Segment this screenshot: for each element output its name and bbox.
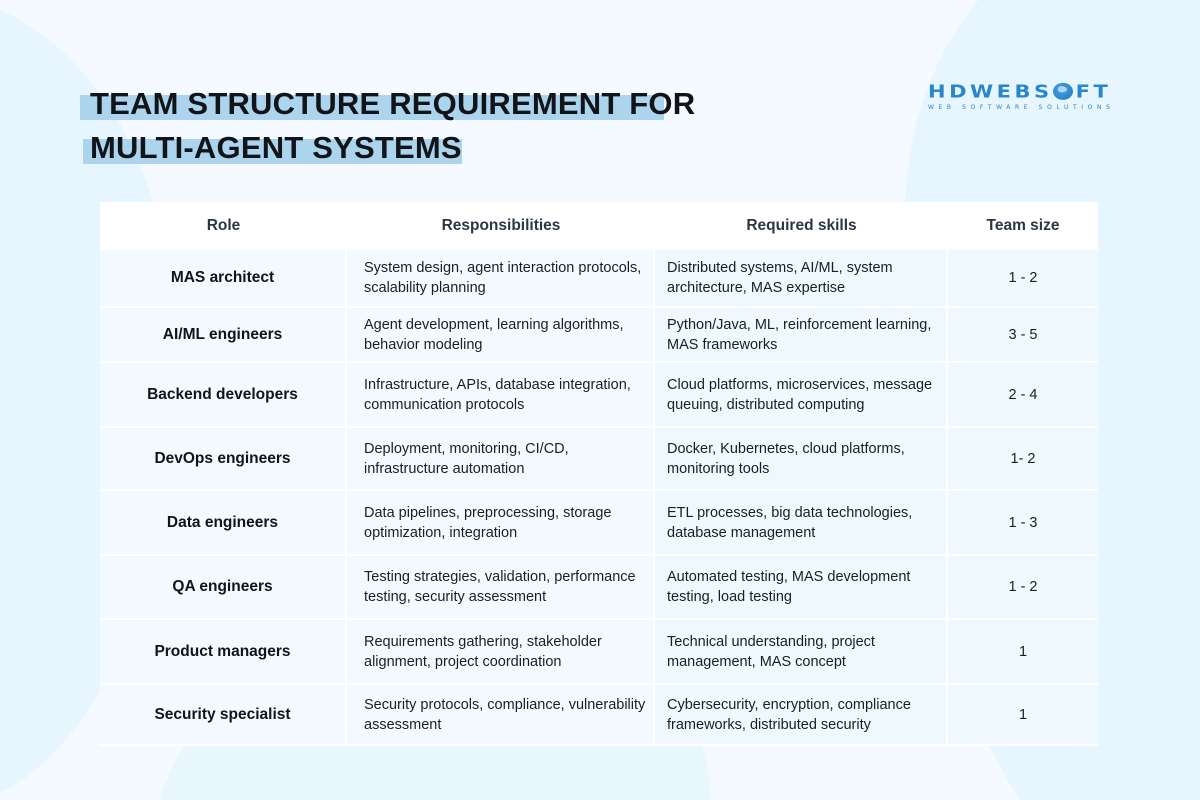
title-line-1 — [80, 82, 695, 126]
logo-text-part-2: FT — [1075, 81, 1112, 102]
team-size-cell: 1 — [948, 620, 1098, 685]
table-row — [100, 308, 1098, 363]
responsibilities-cell: System design, agent interaction protocols, scalability planning — [347, 250, 655, 308]
title-text-2: MULTI-AGENT SYSTEMS — [90, 130, 462, 165]
team-size-cell: 1 - 3 — [948, 491, 1098, 556]
responsibilities-cell: Security protocols, compliance, vulnerability assessment — [347, 685, 655, 746]
header-responsibilities: Responsibilities — [441, 217, 561, 234]
role-cell: Backend developers — [100, 363, 347, 428]
team-structure-table — [100, 202, 1098, 746]
responsibilities-cell: Infrastructure, APIs, database integration, communication protocols — [347, 363, 655, 428]
skills-cell: Distributed systems, AI/ML, system architecture, MAS expertise — [655, 250, 948, 308]
role-cell: Data engineers — [100, 491, 347, 556]
title-text-1: TEAM STRUCTURE REQUIREMENT FOR — [90, 86, 696, 121]
team-size-cell: 2 - 4 — [948, 363, 1098, 428]
header-team-size: Team size — [986, 217, 1060, 234]
table-header-row — [100, 202, 1098, 250]
brand-logo — [928, 82, 1123, 111]
skills-cell: Cybersecurity, encryption, compliance frameworks, distributed security — [655, 685, 948, 746]
skills-cell: Python/Java, ML, reinforcement learning, MAS frameworks — [655, 308, 948, 363]
skills-cell: Cloud platforms, microservices, message queuing, distributed computing — [655, 363, 948, 428]
responsibilities-cell: Requirements gathering, stakeholder alignment, project coordination — [347, 620, 655, 685]
role-cell: AI/ML engineers — [100, 308, 347, 363]
role-cell: Product managers — [100, 620, 347, 685]
responsibilities-cell: Agent development, learning algorithms, behavior modeling — [347, 308, 655, 363]
title-line-2 — [80, 126, 695, 170]
table-row — [100, 556, 1098, 620]
skills-cell: Technical understanding, project management, MAS concept — [655, 620, 948, 685]
team-size-cell: 1- 2 — [948, 428, 1098, 491]
globe-icon — [1053, 83, 1073, 100]
table-row — [100, 685, 1098, 746]
responsibilities-cell: Deployment, monitoring, CI/CD, infrastructure automation — [347, 428, 655, 491]
role-cell: QA engineers — [100, 556, 347, 620]
skills-cell: ETL processes, big data technologies, database management — [655, 491, 948, 556]
table-row — [100, 363, 1098, 428]
skills-cell: Automated testing, MAS development testing, load testing — [655, 556, 948, 620]
page-title — [80, 82, 695, 170]
role-cell: Security specialist — [100, 685, 347, 746]
skills-cell: Docker, Kubernetes, cloud platforms, monitoring tools — [655, 428, 948, 491]
team-size-cell: 3 - 5 — [948, 308, 1098, 363]
logo-tagline: WEB SOFTWARE SOLUTIONS — [928, 104, 1115, 111]
logo-text-part-1: HDWEBS — [928, 81, 1053, 102]
table-row — [100, 620, 1098, 685]
table-row — [100, 250, 1098, 308]
team-size-cell: 1 — [948, 685, 1098, 746]
responsibilities-cell: Data pipelines, preprocessing, storage optimization, integration — [347, 491, 655, 556]
team-size-cell: 1 - 2 — [948, 556, 1098, 620]
table-row — [100, 428, 1098, 491]
header-role: Role — [206, 217, 241, 234]
table-row — [100, 491, 1098, 556]
header-required-skills: Required skills — [746, 217, 857, 234]
logo-wordmark — [928, 82, 1123, 101]
responsibilities-cell: Testing strategies, validation, performance testing, security assessment — [347, 556, 655, 620]
team-size-cell: 1 - 2 — [948, 250, 1098, 308]
role-cell: DevOps engineers — [100, 428, 347, 491]
role-cell: MAS architect — [100, 250, 347, 308]
